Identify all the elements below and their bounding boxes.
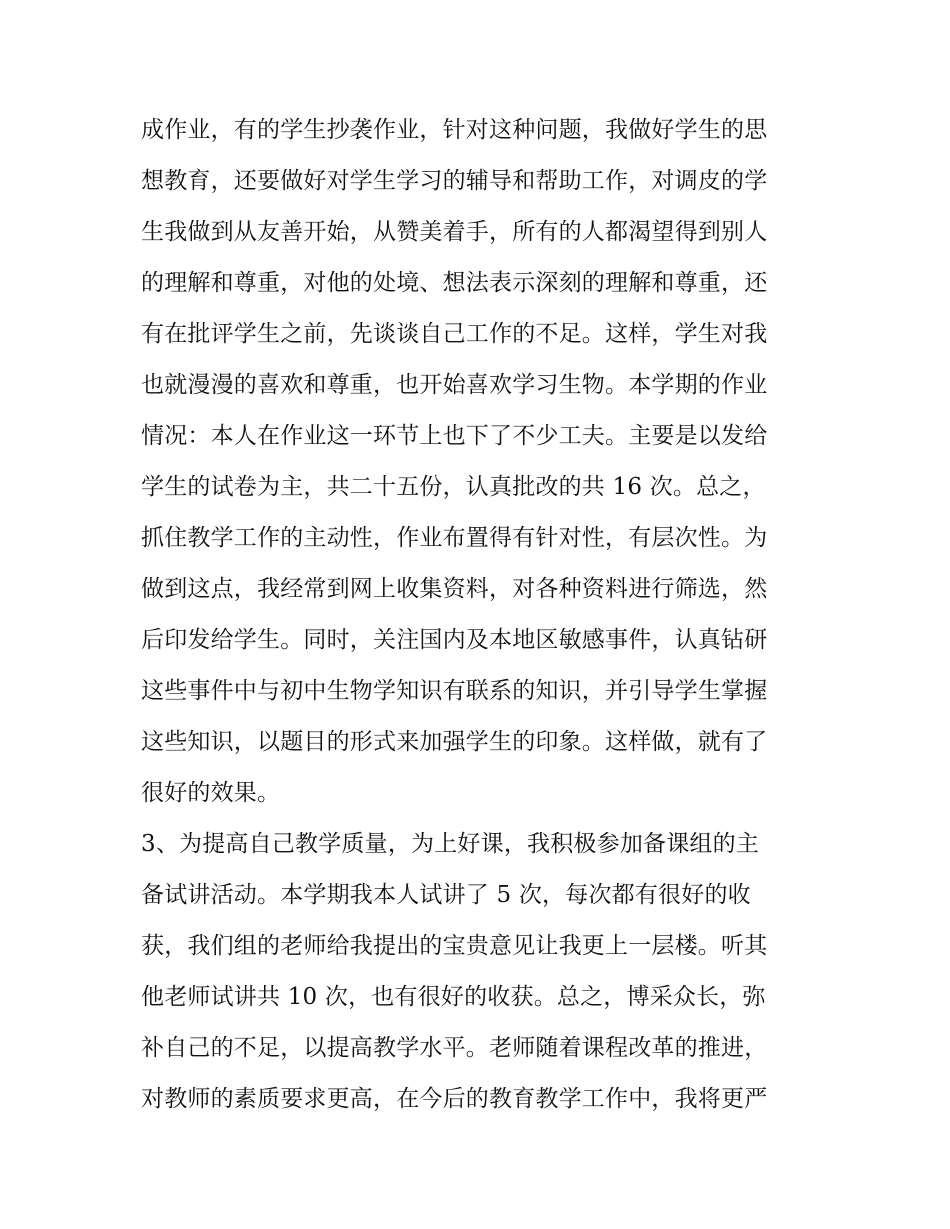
body-text: [141, 105, 821, 1125]
text-line-14: 很好的效果。: [141, 780, 281, 806]
text-line-18: 他老师试讲共 10 次，也有很好的收获。总之，博采众长，弥: [141, 984, 766, 1010]
text-line-15: 3、为提高自己教学质量，为上好课，我积极参加备课组的主: [141, 831, 760, 857]
text-line-12: 这些事件中与初中生物学知识有联系的知识，并引导学生掌握: [141, 678, 768, 704]
text-line-16: 备试讲活动。本学期我本人试讲了 5 次，每次都有很好的收: [141, 882, 751, 908]
text-line-1: 成作业，有的学生抄袭作业，针对这种问题，我做好学生的思: [141, 117, 768, 143]
text-line-19: 补自己的不足，以提高教学水平。老师随着课程改革的推进，: [141, 1035, 768, 1061]
text-line-7: 情况：本人在作业这一环节上也下了不少工夫。主要是以发给: [141, 423, 768, 449]
text-line-6: 也就漫漫的喜欢和尊重，也开始喜欢学习生物。本学期的作业: [141, 372, 768, 398]
text-line-4: 的理解和尊重，对他的处境、想法表示深刻的理解和尊重，还: [141, 270, 768, 296]
text-line-9: 抓住教学工作的主动性，作业布置得有针对性，有层次性。为: [141, 525, 768, 551]
text-line-17: 获，我们组的老师给我提出的宝贵意见让我更上一层楼。听其: [141, 933, 768, 959]
text-line-11: 后印发给学生。同时，关注国内及本地区敏感事件，认真钻研: [141, 627, 768, 653]
text-line-8: 学生的试卷为主，共二十五份，认真批改的共 16 次。总之，: [141, 474, 766, 500]
text-line-3: 生我做到从友善开始，从赞美着手，所有的人都渴望得到别人: [141, 219, 768, 245]
text-line-20: 对教师的素质要求更高，在今后的教育教学工作中，我将更严: [141, 1086, 768, 1112]
text-line-2: 想教育，还要做好对学生学习的辅导和帮助工作，对调皮的学: [141, 168, 768, 194]
text-line-13: 这些知识，以题目的形式来加强学生的印象。这样做，就有了: [141, 729, 768, 755]
text-line-5: 有在批评学生之前，先谈谈自己工作的不足。这样，学生对我: [141, 321, 768, 347]
text-line-10: 做到这点，我经常到网上收集资料，对各种资料进行筛选，然: [141, 576, 768, 602]
